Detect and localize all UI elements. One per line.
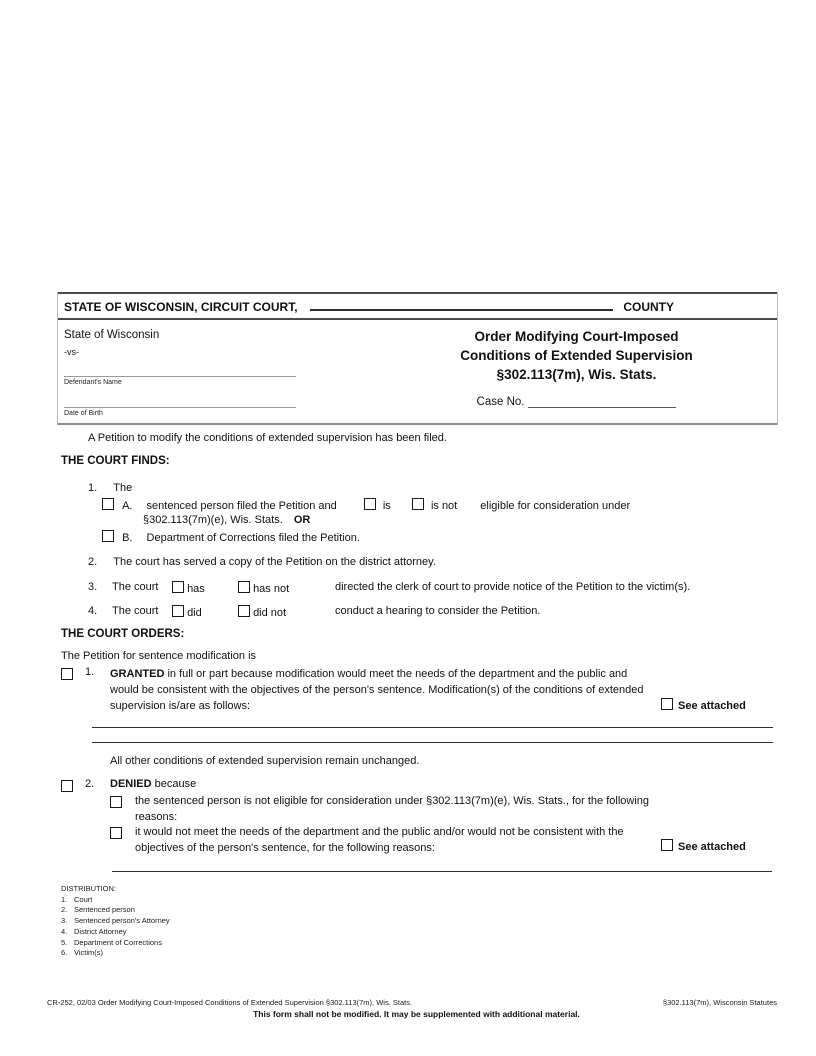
finds-item-1a-line2	[143, 514, 310, 526]
denied-reason-1-line-1: the sentenced person is not eligible for consideration under §302.113(7m)(e), Wis. Stats., for the following	[135, 795, 650, 807]
is-label: is	[382, 500, 391, 512]
distribution-item: 4. District Attorney	[61, 926, 127, 936]
did-not-label: did not	[253, 607, 287, 619]
item-1a-tail: eligible for consideration under	[480, 500, 631, 512]
form-notice: This form shall not be modified. It may be supplemented with additional material.	[253, 1009, 580, 1019]
item-3-lead: The court	[112, 581, 159, 593]
item-4-number: 4.	[88, 605, 98, 617]
plaintiff-name: State of Wisconsin	[64, 329, 160, 341]
checkbox-is-not[interactable]	[412, 498, 424, 510]
distribution-heading: DISTRIBUTION:	[61, 884, 117, 893]
checkbox-did[interactable]	[172, 605, 184, 617]
denied-reason-1-line-2: reasons:	[135, 810, 178, 823]
checkbox-1a[interactable]	[102, 498, 114, 510]
denied-lead-rest: because	[151, 778, 197, 790]
distribution-section	[61, 884, 170, 959]
checkbox-has-group	[172, 581, 205, 595]
or-label: OR	[293, 514, 311, 526]
court-orders-heading: THE COURT ORDERS:	[61, 628, 185, 640]
item-1a-statute: §302.113(7m)(e), Wis. Stats.	[143, 514, 283, 526]
case-no-field[interactable]	[528, 396, 676, 408]
has-label: has	[187, 583, 205, 595]
checkbox-denied-reason-2[interactable]	[110, 827, 122, 839]
item-1-lead: The	[113, 482, 133, 494]
is-not-label: is not	[430, 500, 458, 512]
item-3-number: 3.	[88, 581, 98, 593]
orders-lead: The Petition for sentence modification is	[61, 650, 257, 662]
granted-line-2: would be consistent with the objectives of the person's sentence. Modification(s) of the conditions of extended	[110, 684, 644, 696]
item-1b-label: B.	[122, 532, 133, 544]
form-title-line3: §302.113(7m), Wis. Stats.	[496, 367, 657, 382]
statute-reference: §302.113(7m), Wisconsin Statutes	[662, 998, 777, 1007]
denied-number: 2.	[85, 778, 95, 790]
checkbox-has-not[interactable]	[238, 581, 250, 593]
unchanged-note: All other conditions of extended supervision remain unchanged.	[110, 755, 420, 767]
checkbox-is[interactable]	[364, 498, 376, 510]
see-attached-label-granted: See attached	[678, 700, 746, 712]
granted-line-1-rest: in full or part because modification would meet the needs of the department and the public and	[164, 668, 628, 680]
county-label: COUNTY	[623, 300, 674, 314]
granted-see-attached	[661, 698, 746, 712]
case-number-row	[376, 396, 777, 408]
form-title-line1: Order Modifying Court-Imposed	[474, 329, 679, 344]
checkbox-has[interactable]	[172, 581, 184, 593]
item-1b-text: Department of Corrections filed the Petition.	[146, 532, 360, 544]
intro-text: A Petition to modify the conditions of extended supervision has been filed.	[88, 432, 447, 444]
distribution-item: 6. Victim(s)	[61, 948, 104, 958]
denied-reason-1	[135, 794, 755, 825]
finds-item-1a	[102, 498, 630, 512]
checkbox-see-attached-granted[interactable]	[661, 698, 673, 710]
item-1a-text: sentenced person filed the Petition and	[146, 500, 337, 512]
form-title	[376, 327, 777, 384]
court-header-row	[58, 292, 777, 320]
case-no-label: Case No.	[476, 396, 525, 408]
denied-reason-2-line-2: objectives of the person's sentence, for the following reasons:	[135, 841, 435, 854]
granted-label: GRANTED	[110, 668, 165, 680]
checkbox-did-not-group	[238, 605, 286, 619]
denied-label: DENIED	[110, 778, 152, 790]
checkbox-granted[interactable]	[61, 668, 73, 680]
caption-row	[58, 320, 777, 425]
footer-row	[47, 998, 777, 1007]
checkbox-denied[interactable]	[61, 780, 73, 792]
item-2-text: The court has served a copy of the Petition on the district attorney.	[113, 556, 436, 568]
item-4-tail: conduct a hearing to consider the Petition.	[335, 605, 541, 617]
item-1-number: 1.	[88, 482, 98, 494]
item-2-number: 2.	[88, 556, 98, 568]
modification-line-1[interactable]	[92, 727, 773, 728]
checkbox-1b[interactable]	[102, 530, 114, 542]
caption-right-column	[376, 320, 777, 423]
court-finds-heading: THE COURT FINDS:	[61, 455, 170, 467]
checkbox-see-attached-denied[interactable]	[661, 839, 673, 851]
checkbox-did-group	[172, 605, 202, 619]
distribution-item: 5. Department of Corrections	[61, 937, 162, 947]
finds-item-2	[88, 556, 436, 568]
distribution-item: 3. Sentenced person's Attorney	[61, 916, 170, 926]
vs-label: -vs-	[64, 347, 79, 357]
granted-line-1	[110, 666, 750, 682]
granted-paragraph	[110, 666, 750, 714]
see-attached-label-denied: See attached	[678, 841, 746, 853]
checkbox-denied-reason-1[interactable]	[110, 796, 122, 808]
item-4-lead: The court	[112, 605, 159, 617]
distribution-item: 1. Court	[61, 894, 93, 904]
has-not-label: has not	[253, 583, 290, 595]
item-1a-label: A.	[122, 500, 133, 512]
denied-reasons-line[interactable]	[112, 871, 772, 872]
denied-reason-2-line-1: it would not meet the needs of the department and the public and/or would not be consistent with the	[135, 826, 624, 838]
date-of-birth-label: Date of Birth	[64, 410, 103, 417]
distribution-item: 2. Sentenced person	[61, 905, 135, 915]
form-title-line2: Conditions of Extended Supervision	[460, 348, 693, 363]
checkbox-did-not[interactable]	[238, 605, 250, 617]
caption-left-column	[58, 320, 376, 423]
finds-item-1b	[102, 530, 360, 544]
granted-line-3: supervision is/are as follows:	[110, 700, 251, 712]
did-label: did	[187, 607, 202, 619]
denied-lead	[110, 778, 196, 790]
defendant-name-field[interactable]	[64, 376, 296, 377]
county-field[interactable]	[310, 299, 614, 311]
granted-number: 1.	[85, 666, 95, 678]
date-of-birth-field[interactable]	[64, 407, 296, 408]
defendant-name-label: Defendant's Name	[64, 379, 122, 386]
modification-line-2[interactable]	[92, 742, 773, 743]
denied-reason-2	[135, 825, 735, 856]
caption-box	[57, 292, 778, 425]
finds-item-1	[88, 482, 132, 494]
item-3-tail: directed the clerk of court to provide notice of the Petition to the victim(s).	[335, 581, 691, 593]
court-header-text: STATE OF WISCONSIN, CIRCUIT COURT,	[64, 300, 298, 314]
checkbox-has-not-group	[238, 581, 289, 595]
form-number-text: CR-252, 02/03 Order Modifying Court-Imposed Conditions of Extended Supervision §302.113(7m), Wis. Stats.	[47, 998, 413, 1007]
denied-see-attached	[661, 839, 746, 853]
